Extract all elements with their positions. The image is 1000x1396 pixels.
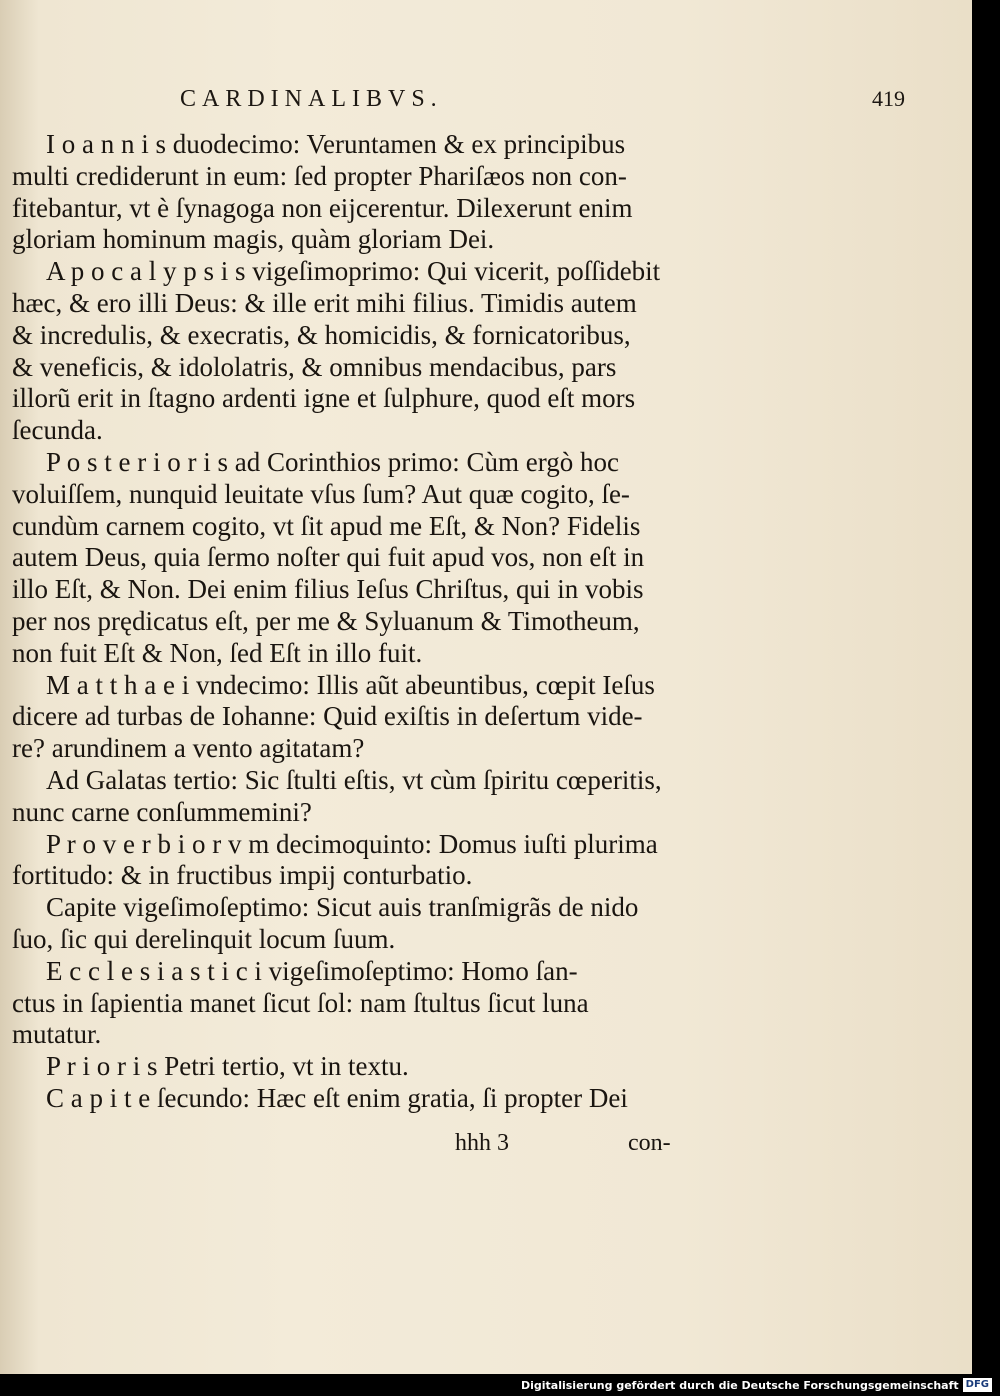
signature-mark: hhh 3 — [455, 1130, 509, 1156]
text-line: C a p i t e ſecundo: Hæc eſt enim gratia, ſi propter Dei — [46, 1082, 628, 1113]
text-line: M a t t h a e i vndecimo: Illis aũt abeuntibus, cœpit Ieſus — [46, 669, 655, 700]
catchword: con- — [628, 1130, 671, 1156]
text-line: ſuo, ſic qui derelinquit locum ſuum. — [12, 923, 396, 954]
text-line: I o a n n i s duodecimo: Veruntamen & ex principibus — [46, 129, 626, 159]
dfg-logo-icon: DFG — [963, 1378, 992, 1392]
text-line: E c c l e s i a s t i c i vigeſimoſeptimo: Homo ſan- — [46, 955, 578, 986]
text-line: gloriam hominum magis, quàm gloriam Dei. — [12, 224, 495, 255]
page-number: 419 — [872, 86, 905, 111]
text-line: P r i o r i s Petri tertio, vt in textu. — [46, 1051, 409, 1082]
text-line: mutatur. — [12, 1019, 102, 1050]
text-line: voluiſſem, nunquid leuitate vſus ſum? Aut quæ cogito, ſe- — [12, 478, 630, 509]
text-line: Capite vigeſimoſeptimo: Sicut auis tranſmigrãs de nido — [46, 892, 639, 923]
text-line: illo Eſt, & Non. Dei enim filius Ieſus Chriſtus, qui in vobis — [12, 574, 644, 605]
text-line: fitebantur, vt è ſynagoga non eijcerentur. Dilexerunt enim — [12, 192, 633, 223]
text-line: illorũ erit in ſtagno ardenti igne et ſulphure, quod eſt mors — [12, 383, 636, 414]
text-line: P o s t e r i o r i s ad Corinthios primo: Cùm ergò hoc — [46, 446, 619, 477]
text-line: hæc, & ero illi Deus: & ille erit mihi filius. Timidis autem — [12, 287, 637, 318]
text-line: fortitudo: & in fructibus impij conturbatio. — [12, 860, 473, 891]
text-line: autem Deus, quia ſermo noſter qui fuit apud vos, non eſt in — [12, 542, 645, 573]
text-line: multi crediderunt in eum: ſed propter Phariſæos non con- — [12, 160, 627, 191]
body-text — [12, 129, 702, 1115]
text-line: P r o v e r b i o r v m decimoquinto: Domus iuſti plurima — [46, 828, 658, 859]
credit-text: Digitalisierung gefördert durch die Deutsche Forschungsgemeinschaft — [520, 1378, 959, 1392]
text-line: re? arundinem a vento agitatam? — [12, 733, 365, 764]
text-line: ctus in ſapientia manet ſicut ſol: nam ſtultus ſicut luna — [12, 987, 589, 1018]
text-line: Ad Galatas tertio: Sic ſtulti eſtis, vt cùm ſpiritu cœperitis, — [46, 764, 662, 795]
text-line: & incredulis, & execratis, & homicidis, & fornicatoribus, — [12, 319, 631, 350]
text-line: non fuit Eſt & Non, ſed Eſt in illo fuit. — [12, 637, 423, 668]
running-title: CARDINALIBVS. — [180, 86, 443, 112]
text-line: ſecunda. — [12, 415, 103, 446]
text-line: & veneficis, & idololatris, & omnibus mendacibus, pars — [12, 351, 617, 382]
digitization-credit — [521, 1376, 992, 1394]
text-line: nunc carne conſummemini? — [12, 796, 312, 827]
text-line: cundùm carnem cogito, vt ſit apud me Eſt, & Non? Fidelis — [12, 510, 641, 541]
text-line: per nos prędicatus eſt, per me & Syluanum & Timotheum, — [12, 605, 640, 636]
text-line: dicere ad turbas de Iohanne: Quid exiſtis in deſertum vide- — [12, 701, 643, 732]
text-line: A p o c a l y p s i s vigeſimoprimo: Qui vicerit, poſſidebit — [46, 256, 661, 287]
